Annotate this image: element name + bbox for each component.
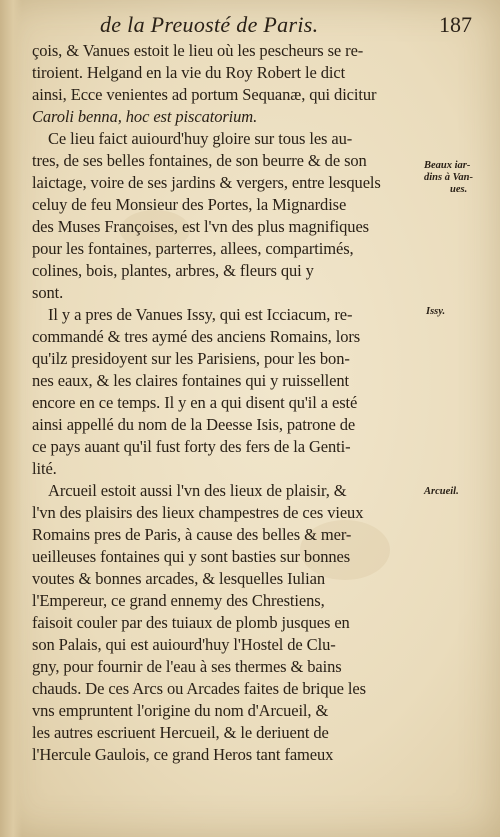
text-line: Ce lieu faict auiourd'huy gloire sur tous les au- [48, 129, 353, 148]
text-line: celuy de feu Monsieur des Portes, la Mignardise [32, 195, 347, 214]
text-line: sont. [32, 283, 64, 302]
page-number: 187 [439, 12, 472, 37]
text-line: l'Empereur, ce grand ennemy des Chrestiens, [32, 591, 325, 610]
text-line: ueilleuses fontaines qui y sont basties sur bonnes [32, 547, 351, 566]
text-line: nes eaux, & les claires fontaines qui y ruissellent [32, 371, 350, 390]
text-line: çois, & Vanues estoit le lieu où les pescheurs se re- [32, 41, 364, 60]
text-line: lité. [32, 459, 57, 478]
text-line: tiroient. Helgand en la vie du Roy Robert le dict [32, 63, 346, 82]
text-line: l'Hercule Gaulois, ce grand Heros tant fameux [32, 745, 334, 764]
text-line: Arcueil estoit aussi l'vn des lieux de plaisir, & [48, 481, 347, 500]
text-line: pour les fontaines, parterres, allees, compartimés, [32, 239, 354, 258]
text-line: l'vn des plaisirs des lieux champestres de ces vieux [32, 503, 364, 522]
margin-note-jardins-line2: dins à Van- [424, 172, 474, 183]
text-line: tres, de ses belles fontaines, de son beurre & de son [32, 151, 367, 170]
text-line: colines, bois, plantes, arbres, & fleurs qui y [32, 261, 314, 280]
text-line: Romains pres de Paris, à cause des belles & mer- [32, 525, 352, 544]
text-line: commandé & tres aymé des anciens Romains, lors [32, 327, 361, 346]
text-line: laictage, voire de ses jardins & vergers, entre lesquels [32, 173, 381, 192]
running-title: de la Preuosté de Paris. [100, 12, 319, 37]
text-line: encore en ce temps. Il y en a qui disent qu'il a esté [32, 393, 358, 412]
text-line: faisoit couler par des tuiaux de plomb jusques en [32, 613, 350, 632]
text-line: son Palais, qui est auiourd'huy l'Hostel de Clu- [32, 635, 336, 654]
margin-note-issy: Issy. [426, 306, 446, 317]
page-header [58, 8, 476, 38]
margin-note-arcueil: Arcueil. [424, 486, 459, 497]
page-gutter [0, 0, 22, 837]
text-line: qu'ilz presidoyent sur les Parisiens, pour les bon- [32, 349, 350, 368]
text-line: ainsi appellé du nom de la Deesse Isis, patrone de [32, 415, 356, 434]
text-line: des Muses Françoises, est l'vn des plus magnifiques [32, 217, 370, 236]
text-line: gny, pour fournir de l'eau à ses thermes & bains [32, 657, 342, 676]
text-line: Caroli benna, hoc est piscatorium. [32, 107, 258, 126]
text-line: voutes & bonnes arcades, & lesquelles Iulian [32, 569, 325, 588]
margin-note-jardins-line3: ues. [450, 184, 468, 195]
text-line: ce pays auant qu'il fust forty des fers de la Genti- [32, 437, 351, 456]
margin-note-jardins-line1: Beaux iar- [424, 160, 471, 171]
text-line: vns empruntent l'origine du nom d'Arcueil, & [32, 701, 329, 720]
text-line: chauds. De ces Arcs ou Arcades faites de brique les [32, 679, 366, 698]
text-line: les autres escriuent Hercueil, & le deriuent de [32, 723, 329, 742]
text-line: Il y a pres de Vanues Issy, qui est Icciacum, re- [48, 305, 353, 324]
text-line: ainsi, Ecce venientes ad portum Sequanæ, qui dicitur [32, 85, 377, 104]
